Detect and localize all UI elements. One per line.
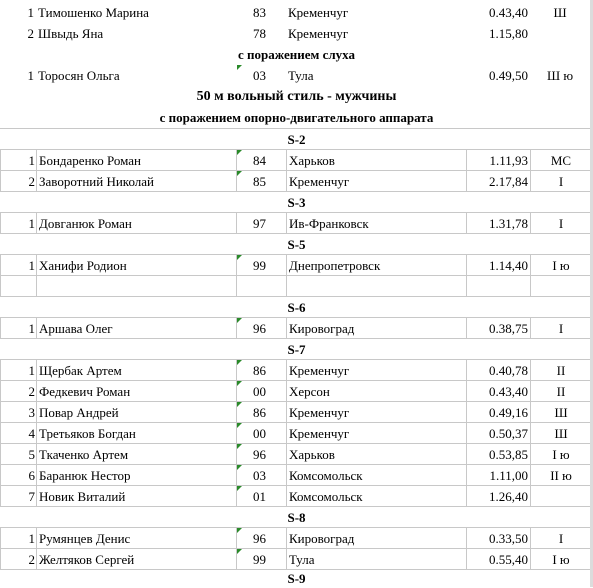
table-row — [0, 317, 593, 339]
city-cell: Кременчуг — [288, 26, 349, 41]
category-heading-hearing: с поражением слуха — [237, 47, 355, 62]
rank-cell: МС — [530, 150, 592, 171]
time-cell: 1.15,80 — [489, 26, 528, 41]
place-cell — [0, 276, 35, 297]
name-cell: Торосян Ольга — [38, 68, 120, 83]
name-cell: Ханифи Родион — [36, 255, 236, 276]
year-cell: 99 — [236, 255, 286, 276]
rank-cell: I ю — [530, 255, 592, 276]
year-cell: 85 — [236, 171, 286, 192]
table-row — [0, 443, 593, 465]
place-cell: 2 — [0, 549, 35, 570]
city-cell: Тула — [288, 68, 314, 83]
comment-marker-icon — [237, 486, 242, 491]
name-cell: Тимошенко Марина — [38, 5, 149, 20]
comment-marker-icon — [237, 171, 242, 176]
year-cell: 97 — [236, 213, 286, 234]
class-heading-s2: S-2 — [0, 128, 593, 150]
year-cell: 01 — [236, 486, 286, 507]
year-cell: 86 — [236, 402, 286, 423]
year-cell: 99 — [236, 549, 286, 570]
city-cell: Тула — [286, 549, 466, 570]
city-cell: Херсон — [286, 381, 466, 402]
table-row — [0, 212, 593, 234]
table-row — [0, 2, 593, 23]
place-cell: 1 — [0, 528, 35, 549]
time-cell: 0.40,78 — [466, 360, 530, 381]
time-cell: 0.49,16 — [466, 402, 530, 423]
rank-cell: I — [530, 318, 592, 339]
table-row — [0, 170, 593, 192]
city-cell: Кировоград — [286, 528, 466, 549]
comment-marker-icon — [237, 318, 242, 323]
place-cell: 3 — [0, 402, 35, 423]
rank-cell: II — [530, 381, 592, 402]
name-cell: Баранюк Нестор — [36, 465, 236, 486]
year-cell: 83 — [253, 5, 266, 20]
table-row — [0, 359, 593, 381]
rank-cell — [530, 276, 592, 297]
rank-cell: Ш — [530, 423, 592, 444]
year-cell: 03 — [253, 68, 266, 83]
place-cell: 1 — [0, 213, 35, 234]
year-cell: 00 — [236, 423, 286, 444]
table-row — [0, 548, 593, 570]
comment-marker-icon — [237, 255, 242, 260]
city-cell: Харьков — [286, 150, 466, 171]
rank-cell: I — [530, 213, 592, 234]
class-heading-s5: S-5 — [0, 233, 593, 255]
year-cell: 84 — [236, 150, 286, 171]
time-cell: 0.38,75 — [466, 318, 530, 339]
time-cell: 0.53,85 — [466, 444, 530, 465]
name-cell: Румянцев Денис — [36, 528, 236, 549]
event-title: 50 м вольный стиль - мужчины — [196, 89, 397, 104]
place-cell: 1 — [0, 360, 35, 381]
name-cell: Новик Виталий — [36, 486, 236, 507]
rank-cell: I — [530, 528, 592, 549]
name-cell: Аршава Олег — [36, 318, 236, 339]
place-cell: 1 — [0, 150, 35, 171]
comment-marker-icon — [237, 444, 242, 449]
year-cell — [236, 276, 286, 297]
comment-marker-icon — [237, 423, 242, 428]
year-cell: 78 — [253, 26, 266, 41]
place-cell: 2 — [0, 381, 35, 402]
time-cell: 0.50,37 — [466, 423, 530, 444]
name-cell: Повар Андрей — [36, 402, 236, 423]
time-cell: 1.14,40 — [466, 255, 530, 276]
class-heading-s8: S-8 — [0, 506, 593, 528]
place-cell: 1 — [27, 5, 34, 20]
table-row — [0, 65, 593, 86]
time-cell: 1.26,40 — [466, 486, 530, 507]
rank-cell: I — [530, 171, 592, 192]
place-cell: 5 — [0, 444, 35, 465]
table-row — [0, 23, 593, 44]
time-cell: 2.17,84 — [466, 171, 530, 192]
name-cell: Швыдь Яна — [38, 26, 104, 41]
city-cell: Комсомольск — [286, 486, 466, 507]
place-cell: 1 — [27, 68, 34, 83]
place-cell: 1 — [0, 318, 35, 339]
time-cell — [466, 276, 530, 297]
event-subtitle: с поражением опорно-двигательного аппарата — [159, 110, 434, 125]
year-cell: 86 — [236, 360, 286, 381]
name-cell: Щербак Артем — [36, 360, 236, 381]
place-cell: 1 — [0, 255, 35, 276]
time-cell: 0.43,40 — [489, 5, 528, 20]
rank-cell: II ю — [530, 465, 592, 486]
place-cell: 6 — [0, 465, 35, 486]
time-cell: 1.11,00 — [466, 465, 530, 486]
rank-cell: Ш — [530, 402, 592, 423]
year-cell: 96 — [236, 528, 286, 549]
comment-marker-icon — [237, 150, 242, 155]
rank-cell: I ю — [530, 444, 592, 465]
rank-cell — [530, 486, 592, 507]
time-cell: 0.55,40 — [466, 549, 530, 570]
table-row — [0, 464, 593, 486]
city-cell: Кременчуг — [288, 5, 349, 20]
rank-cell — [530, 23, 590, 44]
city-cell: Кременчуг — [286, 360, 466, 381]
city-cell — [286, 276, 466, 297]
time-cell: 0.33,50 — [466, 528, 530, 549]
city-cell: Ив-Франковск — [286, 213, 466, 234]
empty-table-row — [0, 275, 593, 297]
table-row — [0, 401, 593, 423]
time-cell: 0.43,40 — [466, 381, 530, 402]
name-cell: Бондаренко Роман — [36, 150, 236, 171]
table-row — [0, 380, 593, 402]
table-row — [0, 485, 593, 507]
rank-cell: Ш — [553, 5, 567, 20]
place-cell: 2 — [0, 171, 35, 192]
city-cell: Кременчуг — [286, 402, 466, 423]
rank-cell: II — [530, 360, 592, 381]
class-heading-s7: S-7 — [0, 338, 593, 360]
table-row — [0, 149, 593, 171]
comment-marker-icon — [237, 465, 242, 470]
comment-marker-icon — [237, 381, 242, 386]
rank-cell: I ю — [530, 549, 592, 570]
city-cell: Харьков — [286, 444, 466, 465]
city-cell: Кировоград — [286, 318, 466, 339]
table-row — [0, 527, 593, 549]
city-cell: Кременчуг — [286, 171, 466, 192]
comment-marker-icon — [237, 549, 242, 554]
rank-cell: Ш ю — [546, 68, 574, 83]
name-cell: Заворотний Николай — [36, 171, 236, 192]
place-cell: 7 — [0, 486, 35, 507]
class-heading-s3: S-3 — [0, 191, 593, 213]
comment-marker-icon — [237, 402, 242, 407]
place-cell: 4 — [0, 423, 35, 444]
comment-marker-icon — [237, 528, 242, 533]
year-cell: 03 — [236, 465, 286, 486]
time-cell: 0.49,50 — [489, 68, 528, 83]
class-heading-s6: S-6 — [0, 296, 593, 318]
time-cell: 1.11,93 — [466, 150, 530, 171]
city-cell: Кременчуг — [286, 423, 466, 444]
name-cell: Желтяков Сергей — [36, 549, 236, 570]
name-cell: Довганюк Роман — [36, 213, 236, 234]
time-cell: 1.31,78 — [466, 213, 530, 234]
name-cell: Третьяков Богдан — [36, 423, 236, 444]
name-cell — [36, 276, 236, 297]
name-cell: Федкевич Роман — [36, 381, 236, 402]
city-cell: Днепропетровск — [286, 255, 466, 276]
comment-marker-icon — [237, 360, 242, 365]
year-cell: 96 — [236, 444, 286, 465]
year-cell: 96 — [236, 318, 286, 339]
table-row — [0, 254, 593, 276]
name-cell: Ткаченко Артем — [36, 444, 236, 465]
class-heading-s9: S-9 — [0, 569, 593, 588]
table-row — [0, 422, 593, 444]
city-cell: Комсомольск — [286, 465, 466, 486]
year-cell: 00 — [236, 381, 286, 402]
place-cell: 2 — [27, 26, 34, 41]
